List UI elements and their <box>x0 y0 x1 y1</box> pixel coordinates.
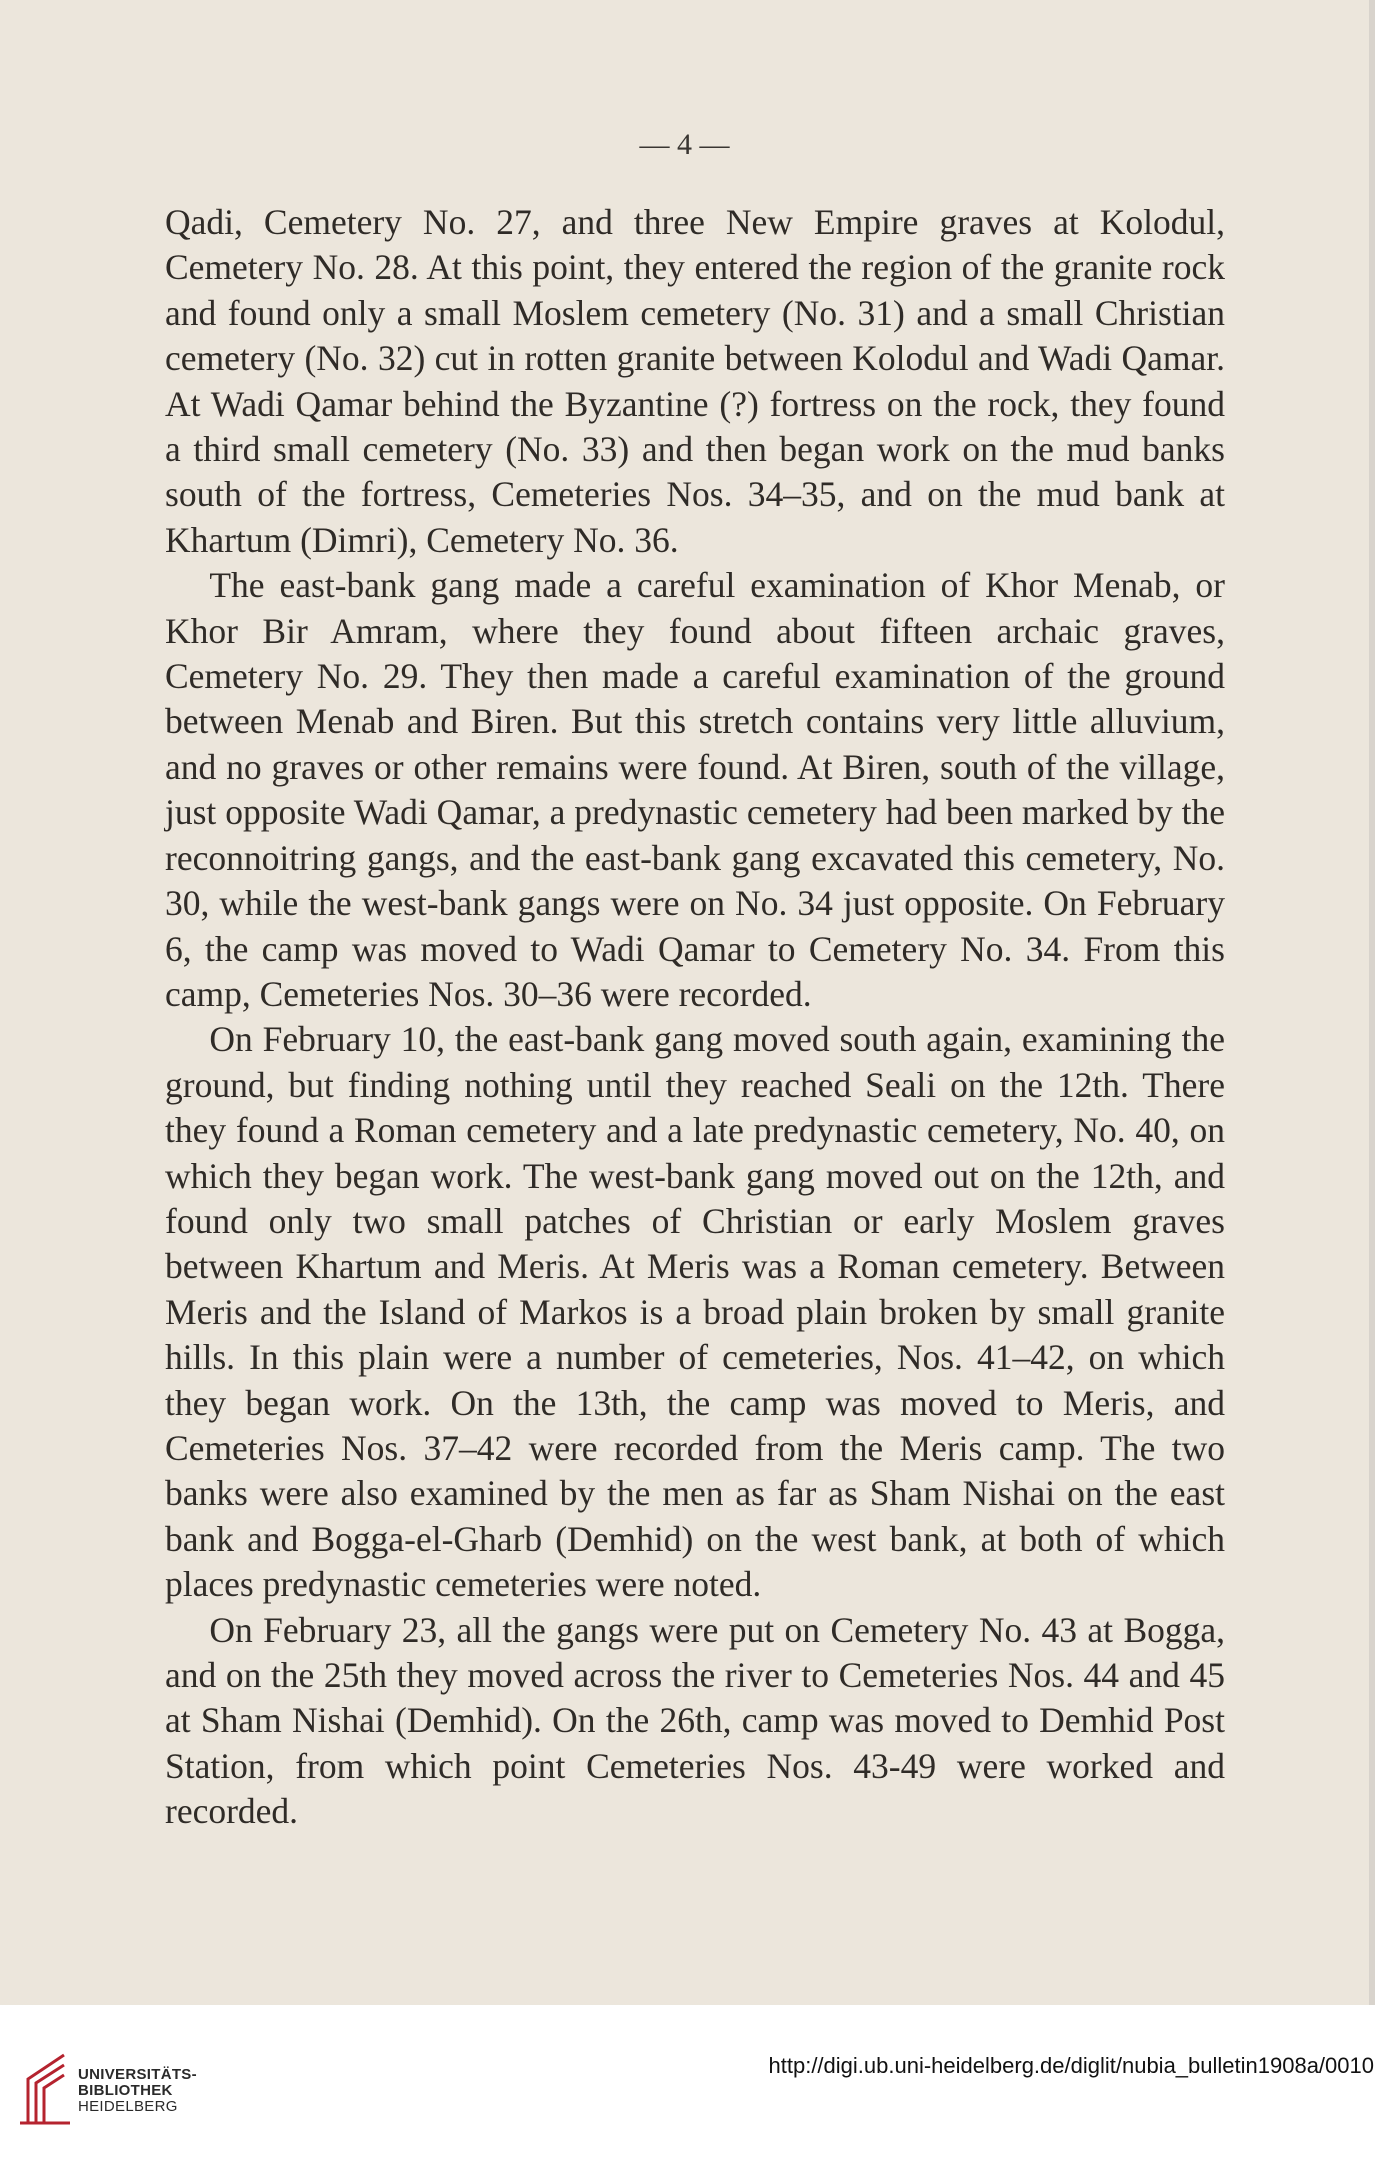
paragraph-4: On February 23, all the gangs were put on Cemetery No. 43 at Bogga, and on the 25th they moved across the river to Cemeteries Nos. 44 and 45 at Sham Nishai (Demhid). On the 26th, camp was moved to Demhid Post Station, from which point Cemeteries Nos. 43-49 were worked and recorded. <box>165 1609 1225 1832</box>
logo-line-1: UNIVERSITÄTS- <box>78 2066 197 2083</box>
paragraph-3: On February 10, the east-bank gang moved south again, examining the ground, but finding nothing until they reached Seali on the 12th. There they found a Roman cemetery and a late predynastic cemetery, No. 40, on which they began work. The west-bank gang moved out on the 12th, and found only two small patches of Christian or early Moslem graves between Khartum and Meris. At Meris was a Roman cemetery. Between Meris and the Island of Markos is a broad plain broken by small granite hills. In this plain were a number of cemeteries, Nos. 41–42, on which they began work. On the 13th, the camp was moved to Meris, and Cemeteries Nos. 37–42 were recorded from the Meris camp. The two banks were also examined by the men as far as Sham Nishai on the east bank and Bogga-el-Gharb (Demhid) on the west bank, at both of which places predynastic cemeteries were noted. <box>165 1019 1225 1605</box>
paragraph-1: Qadi, Cemetery No. 27, and three New Empire graves at Kolodul, Cemetery No. 28. At this point, they entered the region of the granite rock and found only a small Moslem cemetery (No. 31) and a small Christian cemetery (No. 32) cut in rotten granite between Kolodul and Wadi Qamar. At Wadi Qamar behind the Byzantine (?) fortress on the rock, they found a third small cemetery (No. 33) and then began work on the mud banks south of the fortress, Cemeteries Nos. 34–35, and on the mud bank at Khartum (Dimri), Cemetery No. 36. <box>165 202 1225 560</box>
logo-line-2: BIBLIOTHEK <box>78 2082 173 2099</box>
source-url-link[interactable]: http://digi.ub.uni-heidelberg.de/diglit/nubia_bulletin1908a/0010 <box>768 2053 1374 2078</box>
library-logo-icon <box>14 2049 72 2129</box>
footer <box>0 2005 1390 2158</box>
page-number: — 4 — <box>639 128 730 161</box>
body-text <box>165 200 1225 1835</box>
library-logo-text <box>78 2067 197 2115</box>
library-logo[interactable] <box>14 2049 214 2129</box>
logo-line-3: HEIDELBERG <box>78 2098 178 2115</box>
paragraph-2: The east-bank gang made a careful examination of Khor Menab, or Khor Bir Amram, where they found about fifteen archaic graves, Cemetery No. 29. They then made a careful examination of the ground between Menab and Biren. But this stretch contains very little alluvium, and no graves or other remains were found. At Biren, south of the village, just opposite Wadi Qamar, a predynastic cemetery had been marked by the reconnoitring gangs, and the east-bank gang excavated this cemetery, No. 30, while the west-bank gangs were on No. 34 just opposite. On February 6, the camp was moved to Wadi Qamar to Cemetery No. 34. From this camp, Cemeteries Nos. 30–36 were recorded. <box>165 565 1225 1014</box>
